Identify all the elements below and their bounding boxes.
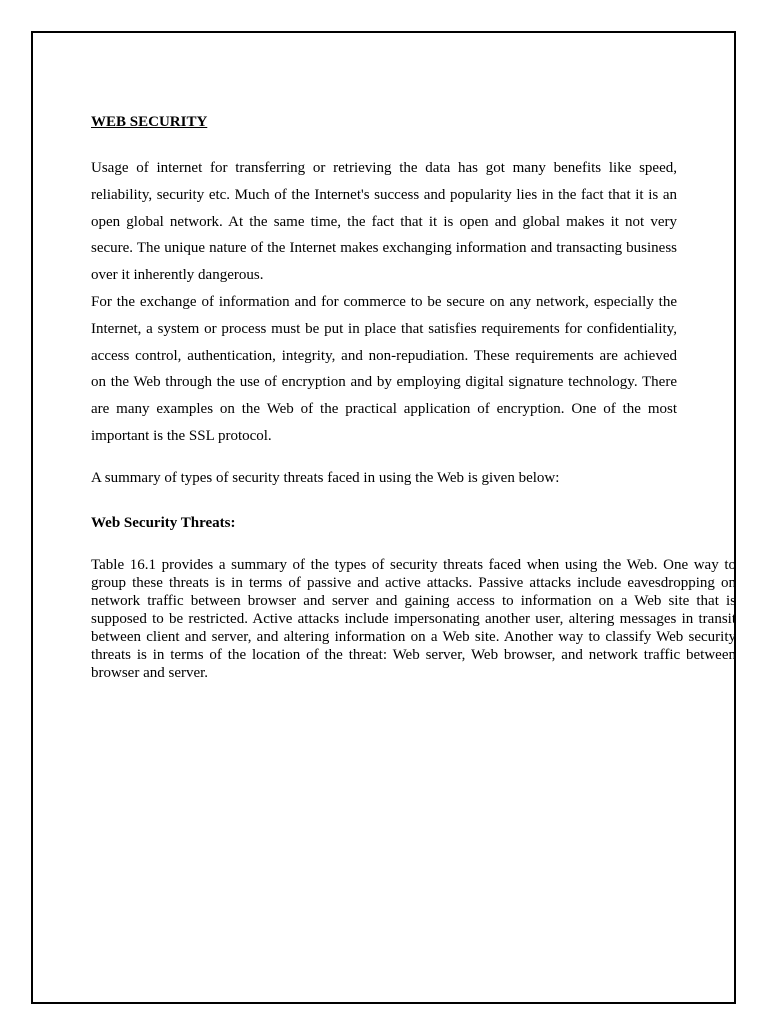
intro-paragraph: Usage of internet for transferring or retrieving the data has got many benefits like speed, reliability, security etc. Much of the Internet's success and popularity lies in the fact that it is an open global network. At the same time, the fact that it is open and global makes it not very secure. The unique nature of the Internet makes exchanging information and transacting business over it inherently dangerous. bbox=[91, 160, 677, 284]
summary-intro: A summary of types of security threats faced in using the Web is given below: bbox=[91, 470, 560, 486]
intro-section bbox=[91, 155, 677, 450]
commerce-paragraph: For the exchange of information and for commerce to be secure on any network, especially the Internet, a system or process must be put in place that satisfies requirements for confidentiality, access control, authentication, integrity, and non-repudiation. These requirements are achieved on the Web through the use of encryption and by employing digital signature technology. There are many examples on the Web of the practical application of encryption. One of the most important is the SSL protocol. bbox=[91, 293, 677, 444]
threats-heading: Web Security Threats: bbox=[91, 515, 236, 531]
page-title: WEB SECURITY bbox=[91, 114, 208, 130]
threats-paragraph: Table 16.1 provides a summary of the types of security threats faced when using the Web. One way to group these threats is in terms of passive and active attacks. Passive attacks include eavesdropping on network traffic between browser and server and gaining access to information on a Web site that is supposed to be restricted. Active attacks include impersonating another user, altering messages in transit between client and server, and altering information on a Web site. Another way to classify Web security threats is in terms of the location of the threat: Web server, Web browser, and network traffic between browser and server. bbox=[91, 557, 736, 681]
